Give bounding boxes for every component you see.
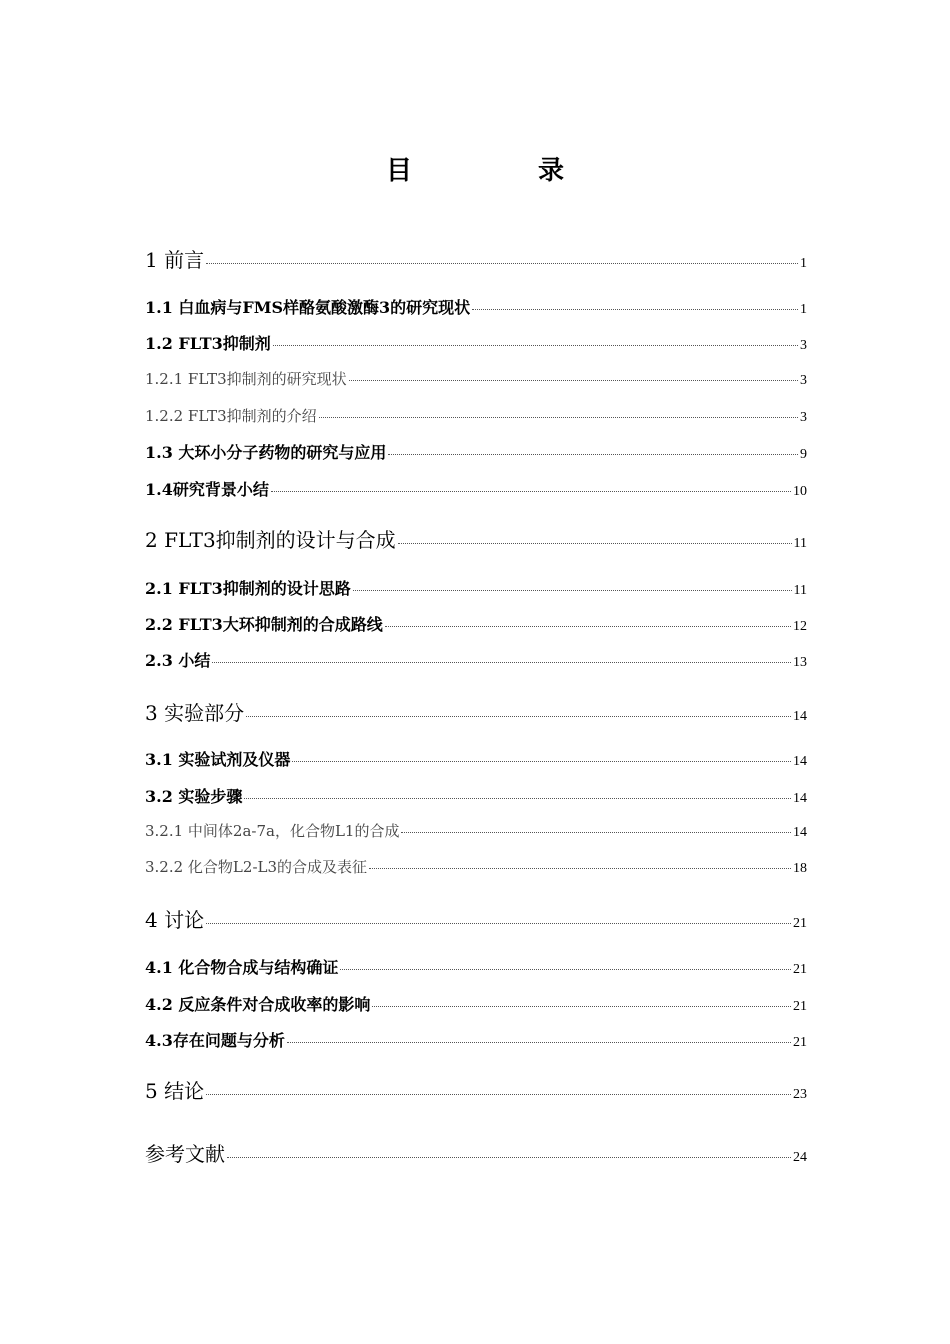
toc-entry-page-number: 18 <box>793 861 807 876</box>
toc-entry-page-number: 3 <box>800 338 807 353</box>
toc-entry-page-number: 1 <box>800 302 807 317</box>
toc-entry-page-number: 14 <box>793 791 807 806</box>
toc-entry[interactable] <box>145 405 807 426</box>
toc-entry[interactable] <box>145 648 807 671</box>
toc-entry-page-number: 9 <box>800 447 807 462</box>
toc-entry[interactable] <box>145 1075 807 1104</box>
toc-entry[interactable] <box>145 747 807 770</box>
dot-leader <box>401 831 791 833</box>
toc-entry-label: 1.3 大环小分子药物的研究与应用 <box>145 443 387 462</box>
toc-entry-page-number: 21 <box>793 962 807 977</box>
toc-entry[interactable] <box>145 612 807 635</box>
toc-entry[interactable] <box>145 244 807 273</box>
toc-entry-page-number: 21 <box>793 999 807 1014</box>
toc-entry-label: 1.2 FLT3抑制剂 <box>145 334 271 353</box>
dot-leader <box>369 867 791 869</box>
dot-leader <box>212 661 791 663</box>
toc-entry-label: 4.3存在问题与分析 <box>145 1031 285 1050</box>
toc-entry-label: 2.1 FLT3抑制剂的设计思路 <box>145 579 351 598</box>
toc-entry[interactable] <box>145 477 807 500</box>
toc-entry-label: 1.4研究背景小结 <box>145 480 269 499</box>
toc-entry-label: 1.2.1 FLT3抑制剂的研究现状 <box>145 370 347 388</box>
dot-leader <box>244 797 791 799</box>
toc-entry[interactable] <box>145 524 807 553</box>
dot-leader <box>372 1005 791 1007</box>
dot-leader <box>246 715 791 717</box>
toc-entry[interactable] <box>145 904 807 933</box>
toc-entry[interactable] <box>145 1028 807 1051</box>
toc-entry[interactable] <box>145 368 807 389</box>
toc-entry-label: 3.2.2 化合物L2-L3的合成及表征 <box>145 858 368 876</box>
toc-entry-label: 2.2 FLT3大环抑制剂的合成路线 <box>145 615 383 634</box>
toc-entry-label: 3.1 实验试剂及仪器 <box>145 750 291 769</box>
toc-entry[interactable] <box>145 784 807 807</box>
toc-entry[interactable] <box>145 992 807 1015</box>
toc-entry-label: 1.1 白血病与FMS样酪氨酸激酶3的研究现状 <box>145 298 471 317</box>
dot-leader <box>472 308 798 310</box>
toc-entry-label: 4.2 反应条件对合成收率的影响 <box>145 995 371 1014</box>
toc-entry-label: 3.2 实验步骤 <box>145 787 243 806</box>
toc-entry-page-number: 1 <box>800 256 807 271</box>
dot-leader <box>353 589 792 591</box>
dot-leader <box>273 344 798 346</box>
toc-entry[interactable] <box>145 576 807 599</box>
dot-leader <box>292 760 791 762</box>
toc-entry[interactable] <box>145 1138 807 1167</box>
toc-entry-page-number: 13 <box>793 655 807 670</box>
dot-leader <box>349 379 798 381</box>
toc-entry-label: 4 讨论 <box>145 908 205 932</box>
dot-leader <box>319 416 798 418</box>
toc-entry-label: 3 实验部分 <box>145 701 245 725</box>
dot-leader <box>340 968 791 970</box>
page-title: 目 录 <box>385 156 614 186</box>
toc-entry-page-number: 3 <box>800 410 807 425</box>
toc-entry-page-number: 3 <box>800 373 807 388</box>
dot-leader <box>206 262 798 264</box>
dot-leader <box>271 490 791 492</box>
toc-entry[interactable] <box>145 697 807 726</box>
toc-entry-label: 5 结论 <box>145 1079 205 1103</box>
toc-entry-label: 参考文献 <box>145 1142 225 1166</box>
toc-entry[interactable] <box>145 331 807 354</box>
toc-entry-page-number: 23 <box>793 1087 807 1102</box>
toc-entry-page-number: 11 <box>793 583 807 598</box>
toc-entry[interactable] <box>145 295 807 318</box>
dot-leader <box>385 625 791 627</box>
toc-entry-page-number: 12 <box>793 619 807 634</box>
toc-entry[interactable] <box>145 820 807 841</box>
toc-entry-page-number: 21 <box>793 916 807 931</box>
toc-entry-page-number: 11 <box>793 536 807 551</box>
dot-leader <box>206 922 791 924</box>
toc-entry-label: 1 前言 <box>145 248 205 272</box>
toc-entry-label: 3.2.1 中间体2a-7a，化合物L1的合成 <box>145 822 400 840</box>
toc-entry-label: 2.3 小结 <box>145 651 211 670</box>
dot-leader <box>388 453 798 455</box>
dot-leader <box>206 1093 791 1095</box>
toc-entry-label: 2 FLT3抑制剂的设计与合成 <box>145 528 396 552</box>
toc-entry-page-number: 24 <box>793 1150 807 1165</box>
dot-leader <box>398 542 792 544</box>
toc-entry-page-number: 14 <box>793 709 807 724</box>
toc-entry-label: 4.1 化合物合成与结构确证 <box>145 958 339 977</box>
toc-entry[interactable] <box>145 856 807 877</box>
toc-entry-label: 1.2.2 FLT3抑制剂的介绍 <box>145 407 317 425</box>
toc-entry-page-number: 14 <box>793 754 807 769</box>
toc-entry-page-number: 10 <box>793 484 807 499</box>
toc-entry[interactable] <box>145 440 807 463</box>
dot-leader <box>287 1041 791 1043</box>
dot-leader <box>227 1156 791 1158</box>
toc-entry[interactable] <box>145 955 807 978</box>
toc-entry-page-number: 14 <box>793 825 807 840</box>
toc-entry-page-number: 21 <box>793 1035 807 1050</box>
